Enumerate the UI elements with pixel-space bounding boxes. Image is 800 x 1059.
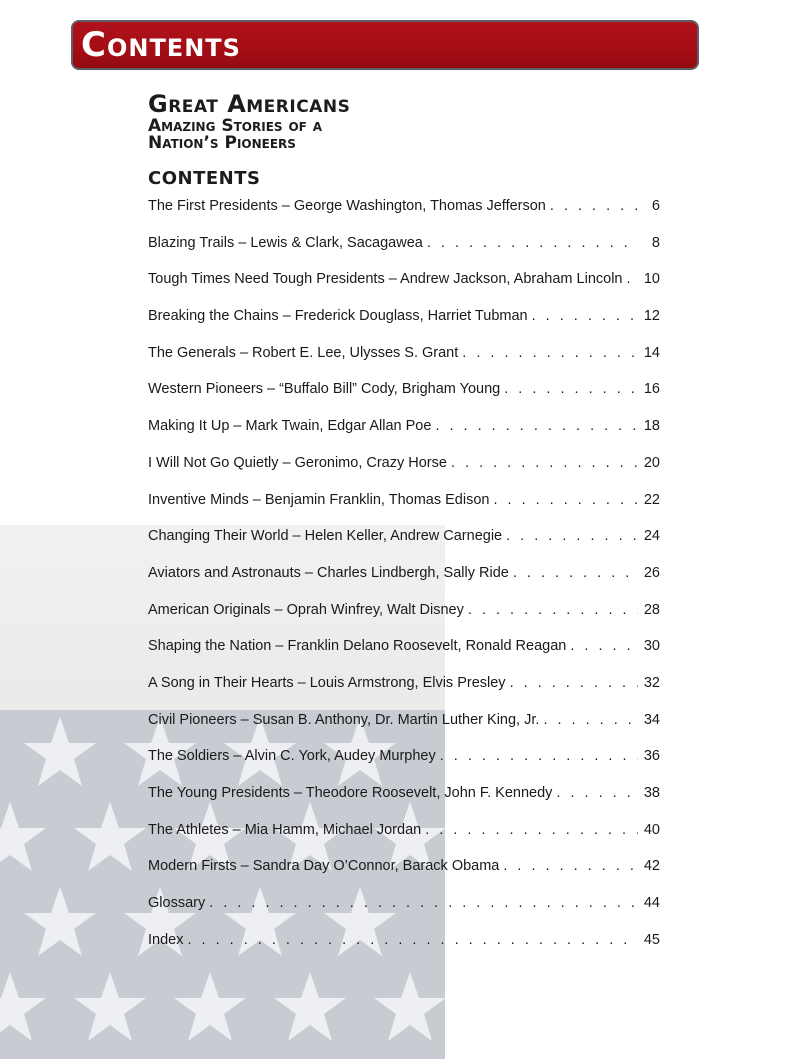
toc-entry-title: The Soldiers – Alvin C. York, Audey Murphey	[148, 748, 436, 765]
toc-entry-page: 45	[643, 931, 660, 948]
toc-entry-title: Shaping the Nation – Franklin Delano Roosevelt, Ronald Reagan	[148, 638, 567, 655]
toc-entry-title: Changing Their World – Helen Keller, Andrew Carnegie	[148, 528, 503, 545]
toc-entry[interactable]	[148, 930, 660, 967]
toc-entry-page: 40	[643, 821, 660, 838]
toc-entry-title: Modern Firsts – Sandra Day O’Connor, Barack Obama	[148, 858, 500, 875]
toc-leader-dots	[187, 930, 638, 950]
toc-entry-title: Glossary	[148, 895, 206, 912]
toc-leader-dots	[506, 526, 638, 546]
toc-leader-dots	[510, 673, 638, 693]
toc-entry[interactable]	[148, 746, 660, 783]
toc-entry[interactable]	[148, 343, 660, 380]
book-title: Great Americans	[148, 90, 351, 118]
toc-entry-page: 26	[643, 564, 660, 581]
toc-entry[interactable]	[148, 563, 660, 600]
toc-leader-dots	[503, 856, 638, 876]
toc-entry[interactable]	[148, 820, 660, 857]
toc-entry-title: The Athletes – Mia Hamm, Michael Jordan	[148, 821, 422, 838]
toc-entry[interactable]	[148, 490, 660, 527]
toc-entry[interactable]	[148, 196, 660, 233]
toc-leader-dots	[427, 233, 638, 253]
toc-leader-dots	[570, 636, 638, 656]
toc-entry-title: Western Pioneers – “Buffalo Bill” Cody, Brigham Young	[148, 381, 501, 398]
toc-entry[interactable]	[148, 526, 660, 563]
toc-entry-page: 36	[643, 748, 660, 765]
toc-leader-dots	[440, 746, 638, 766]
book-heading	[148, 92, 350, 189]
toc-leader-dots	[209, 893, 638, 913]
toc-leader-dots	[493, 490, 638, 510]
toc-entry-page: 44	[643, 895, 660, 912]
toc-entry-page: 18	[643, 418, 660, 435]
toc-entry[interactable]	[148, 233, 660, 270]
toc-entry[interactable]	[148, 453, 660, 490]
toc-entry[interactable]	[148, 600, 660, 637]
toc-leader-dots	[532, 306, 638, 326]
toc-entry-title: Index	[148, 931, 184, 948]
toc-entry[interactable]	[148, 636, 660, 673]
toc-entry[interactable]	[148, 710, 660, 747]
contents-heading: CONTENTS	[148, 168, 261, 189]
toc-leader-dots	[543, 710, 638, 730]
toc-entry[interactable]	[148, 673, 660, 710]
toc-entry[interactable]	[148, 306, 660, 343]
toc-entry-title: Inventive Minds – Benjamin Franklin, Thomas Edison	[148, 491, 490, 508]
toc-entry-page: 28	[643, 601, 660, 618]
toc-entry-title: Blazing Trails – Lewis & Clark, Sacagawea	[148, 234, 423, 251]
toc-entry-title: Aviators and Astronauts – Charles Lindbergh, Sally Ride	[148, 564, 509, 581]
toc-entry-page: 22	[643, 491, 660, 508]
toc-entry-page: 10	[643, 271, 660, 288]
toc-entry-title: The Young Presidents – Theodore Roosevelt, John F. Kennedy	[148, 785, 553, 801]
toc-entry-page: 20	[643, 454, 660, 471]
book-subtitle-line2: Nation’s Pioneers	[148, 133, 296, 153]
toc-leader-dots	[435, 416, 638, 436]
toc-leader-dots	[462, 343, 638, 363]
toc-entry[interactable]	[148, 893, 660, 930]
toc-leader-dots	[513, 563, 638, 583]
toc-entry-page: 32	[643, 674, 660, 691]
toc-entry-page: 16	[643, 381, 660, 398]
toc-entry-page: 34	[643, 711, 660, 728]
toc-entry-title: Civil Pioneers – Susan B. Anthony, Dr. Martin Luther King, Jr.	[148, 711, 540, 728]
toc-entry-page: 24	[643, 528, 660, 545]
toc-entry-page: 38	[643, 785, 660, 801]
toc-entry-title: Tough Times Need Tough Presidents – Andrew Jackson, Abraham Lincoln	[148, 271, 623, 288]
toc-leader-dots	[550, 196, 638, 216]
toc-entry-title: Making It Up – Mark Twain, Edgar Allan Poe	[148, 418, 432, 435]
toc-entry-title: I Will Not Go Quietly – Geronimo, Crazy Horse	[148, 454, 447, 471]
table-of-contents	[148, 196, 660, 966]
toc-entry-title: American Originals – Oprah Winfrey, Walt Disney	[148, 601, 464, 618]
toc-leader-dots	[627, 269, 639, 289]
toc-entry[interactable]	[148, 269, 660, 306]
contents-title-bar	[71, 20, 699, 70]
toc-entry-title: The First Presidents – George Washington, Thomas Jefferson	[148, 198, 546, 214]
book-subtitle-line1: Amazing Stories of a	[148, 116, 323, 136]
toc-entry-page: 6	[651, 198, 660, 214]
toc-entry-title: Breaking the Chains – Frederick Douglass, Harriet Tubman	[148, 308, 528, 325]
toc-entry[interactable]	[148, 783, 660, 820]
toc-entry-title: The Generals – Robert E. Lee, Ulysses S. Grant	[148, 344, 459, 361]
toc-leader-dots	[556, 783, 638, 803]
toc-leader-dots	[504, 379, 638, 399]
toc-entry-page: 30	[643, 638, 660, 655]
toc-entry[interactable]	[148, 416, 660, 453]
toc-entry[interactable]	[148, 379, 660, 416]
page-title: Contents	[81, 25, 241, 65]
toc-leader-dots	[451, 453, 638, 473]
toc-entry-page: 14	[643, 344, 660, 361]
toc-entry[interactable]	[148, 856, 660, 893]
toc-entry-page: 12	[643, 308, 660, 325]
toc-leader-dots	[468, 600, 638, 620]
toc-leader-dots	[425, 820, 638, 840]
toc-entry-page: 8	[651, 234, 660, 251]
toc-entry-title: A Song in Their Hearts – Louis Armstrong, Elvis Presley	[148, 674, 506, 691]
toc-entry-page: 42	[643, 858, 660, 875]
